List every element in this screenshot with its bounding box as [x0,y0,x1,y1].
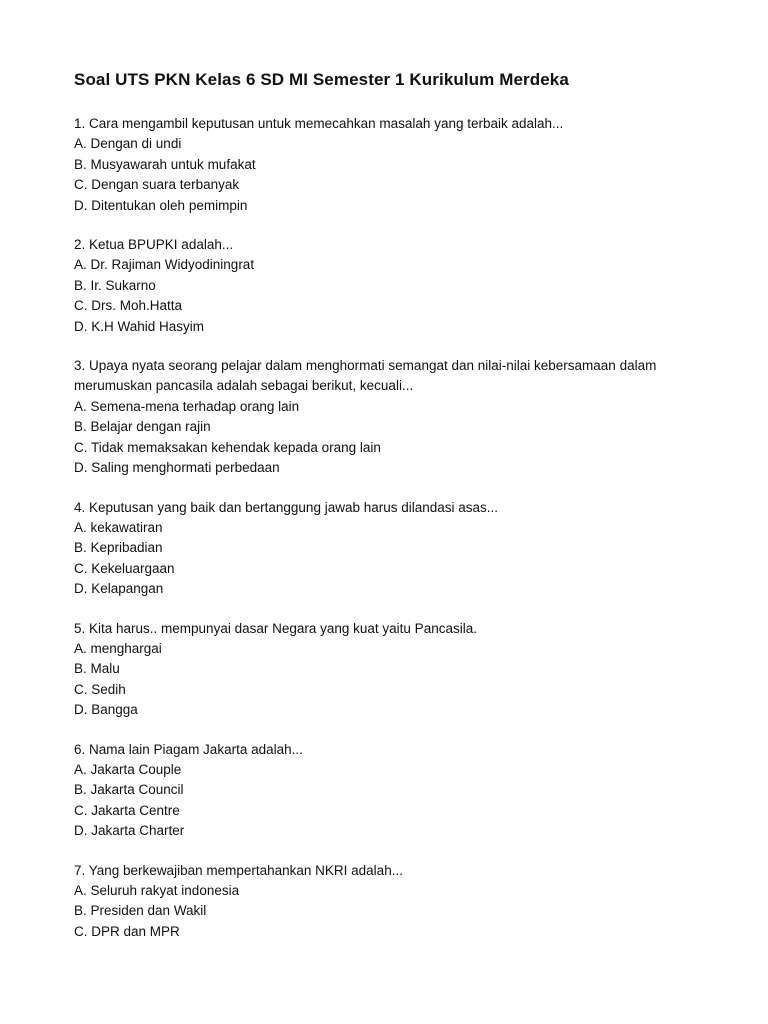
question-3 [74,356,694,478]
answer-option-d: D. K.H Wahid Hasyim [74,318,205,334]
answer-option-b: B. Ir. Sukarno [74,277,156,293]
answer-options [74,881,694,942]
question-text: 3. Upaya nyata seorang pelajar dalam menghormati semangat dan nilai-nilai kebersamaan dalam merumuskan pancasila adalah sebagai berikut, kecuali... [74,358,657,394]
question-5 [74,619,694,721]
answer-option-c: C. Drs. Moh.Hatta [74,298,183,314]
answer-option-a: A. Jakarta Couple [74,761,182,777]
answer-option-c: C. Dengan suara terbanyak [74,177,240,193]
answer-option-c: C. DPR dan MPR [74,923,180,939]
answer-option-b: B. Kepribadian [74,540,163,556]
question-text: 6. Nama lain Piagam Jakarta adalah... [74,741,303,757]
answer-option-b: B. Musyawarah untuk mufakat [74,156,256,172]
question-2 [74,235,694,337]
answer-option-a: A. kekawatiran [74,519,163,535]
answer-option-c: C. Tidak memaksakan kehendak kepada orang lain [74,439,381,455]
question-1 [74,114,694,216]
answer-option-d: D. Jakarta Charter [74,823,185,839]
answer-option-d: D. Kelapangan [74,581,164,597]
answer-option-c: C. Sedih [74,681,126,697]
answer-option-b: B. Malu [74,661,120,677]
answer-option-c: C. Jakarta Centre [74,802,180,818]
question-text: 2. Ketua BPUPKI adalah... [74,237,234,253]
answer-option-d: D. Ditentukan oleh pemimpin [74,197,248,213]
question-6 [74,740,694,842]
answer-option-a: A. Seluruh rakyat indonesia [74,883,240,898]
question-text: 7. Yang berkewajiban mempertahankan NKRI adalah... [74,862,403,878]
answer-option-a: A. Dr. Rajiman Widyodiningrat [74,257,255,273]
question-4 [74,498,694,600]
question-text: 1. Cara mengambil keputusan untuk memecahkan masalah yang terbaik adalah... [74,116,564,131]
answer-options [74,134,694,216]
answer-options [74,518,694,600]
answer-options [74,639,694,721]
answer-options [74,760,694,842]
answer-option-d: D. Bangga [74,702,138,718]
answer-option-a: A. Dengan di undi [74,136,182,152]
answer-option-b: B. Presiden dan Wakil [74,903,207,919]
answer-option-c: C. Kekeluargaan [74,560,175,576]
question-text: 4. Keputusan yang baik dan bertanggung jawab harus dilandasi asas... [74,499,499,515]
answer-option-a: A. menghargai [74,640,162,656]
answer-option-d: D. Saling menghormati perbedaan [74,460,280,476]
answer-options [74,397,694,479]
question-text: 5. Kita harus.. mempunyai dasar Negara yang kuat yaitu Pancasila. [74,620,477,636]
answer-option-b: B. Jakarta Council [74,782,184,798]
answer-option-b: B. Belajar dengan rajin [74,419,211,435]
question-7 [74,861,694,943]
document-title: Soal UTS PKN Kelas 6 SD MI Semester 1 Kurikulum Merdeka [74,70,569,89]
question-list [74,114,694,961]
answer-option-a: A. Semena-mena terhadap orang lain [74,398,300,414]
answer-options [74,255,694,337]
